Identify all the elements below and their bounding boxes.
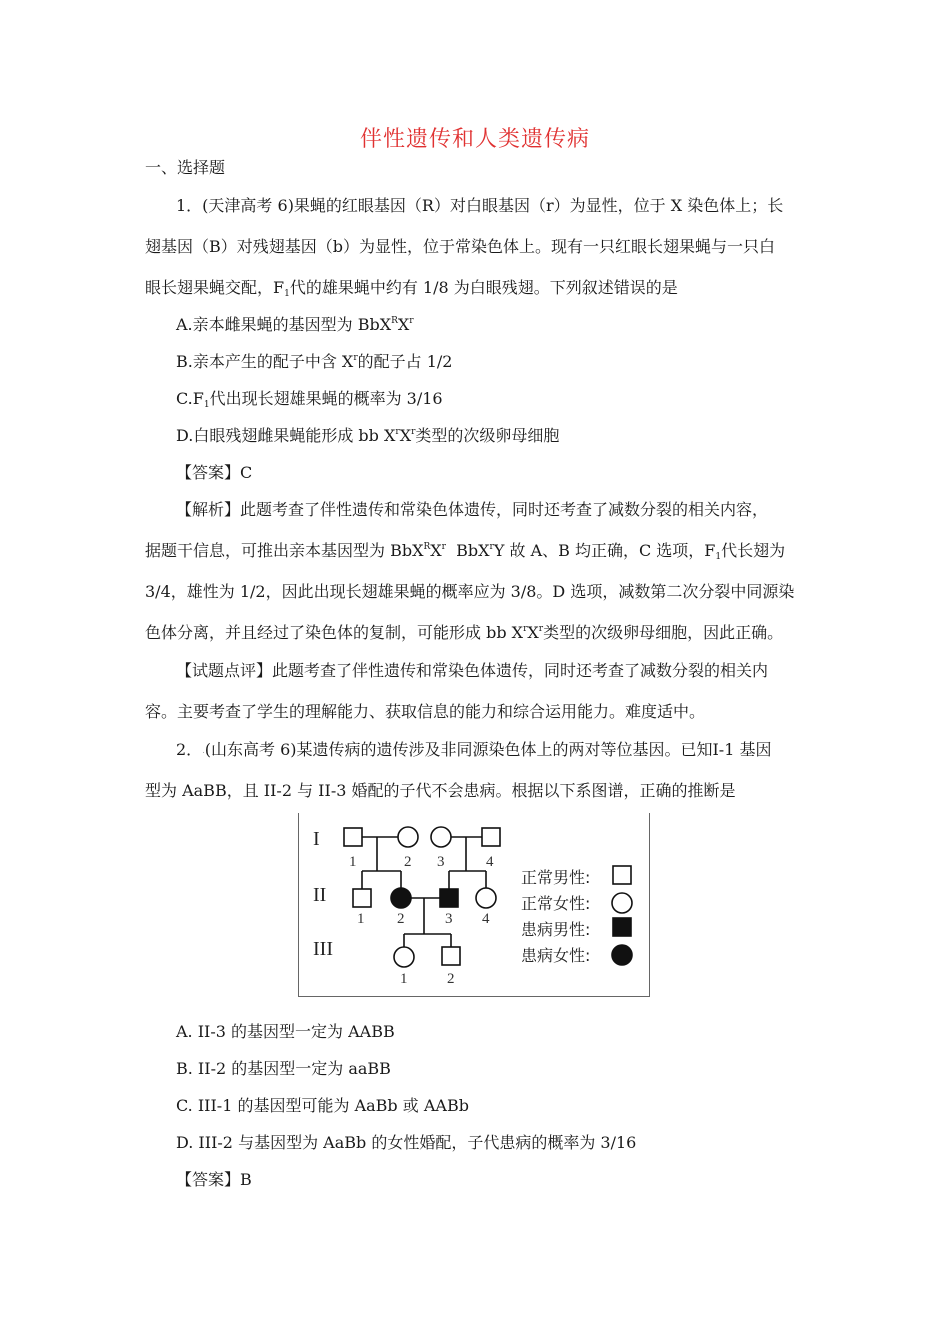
q2-option-c: C. III-1 的基因型可能为 AaBb 或 AABb <box>176 1096 469 1115</box>
q2-option-d: D. III-2 与基因型为 AaBb 的女性婚配，子代患病的概率为 3/16 <box>176 1133 637 1152</box>
legend-normal-female-label: 正常女性: <box>521 894 591 913</box>
q1-comment-2: 容。主要考查了学生的理解能力、获取信息的能力和综合运用能力。难度适中。 <box>145 702 706 721</box>
ped-II-4-normal-female <box>476 888 496 908</box>
ped-I-2-normal-female <box>398 827 418 847</box>
pedigree-figure <box>298 813 650 997</box>
gen-label-iii: III <box>313 938 333 960</box>
q2-option-a: A. II-3 的基因型一定为 AABB <box>176 1022 395 1041</box>
q1-explanation-3: 3/4，雄性为 1/2，因此出现长翅雄果蝇的概率应为 3/8。D 选项，减数第二次分裂中同源染 <box>145 582 795 601</box>
section-heading: 一、选择题 <box>145 158 226 177</box>
ped-I-1-normal-male <box>344 828 362 846</box>
ped-I-3-normal-female <box>431 827 451 847</box>
q1-line-3: 眼长翅果蝇交配，$F_1$代的雄果蝇中约有 1/8 为白眼残翅。下列叙述错误的是 <box>145 278 678 299</box>
ped-I-4-normal-male <box>482 828 500 846</box>
q1-option-b: B.亲本产生的配子中含 $X^r$的配子占 1/2 <box>176 352 453 371</box>
ped-num-I-1: 1 <box>349 854 357 870</box>
ped-num-II-2: 2 <box>397 911 405 927</box>
ped-num-II-3: 3 <box>445 911 453 927</box>
legend-normal-female-icon <box>612 893 632 913</box>
ped-III-1-normal-female <box>394 947 414 967</box>
gen-label-i: I <box>313 828 320 850</box>
ped-III-2-normal-male <box>442 947 460 965</box>
legend-normal-male-label: 正常男性: <box>521 868 591 887</box>
ped-II-1-normal-male <box>353 889 371 907</box>
q2-answer: 【答案】B <box>176 1170 252 1189</box>
q1-comment-1: 【试题点评】此题考查了伴性遗传和常染色体遗传，同时还考查了减数分裂的相关内 <box>176 661 769 680</box>
page-title: 伴性遗传和人类遗传病 <box>359 127 590 152</box>
ped-num-I-2: 2 <box>404 854 412 870</box>
q1-explanation-1: 【解析】此题考查了伴性遗传和常染色体遗传，同时还考查了减数分裂的相关内容， <box>176 500 769 519</box>
q1-line-2: 翅基因（B）对残翅基因（b）为显性，位于常染色体上。现有一只红眼长翅果蝇与一只白 <box>145 237 776 256</box>
legend-affected-female-label: 患病女性: <box>521 946 591 965</box>
q1-option-d: D.白眼残翅雌果蝇能形成 bb $X^rX^r$类型的次级卵母细胞 <box>176 426 560 445</box>
legend-affected-male-label: 患病男性: <box>521 920 591 939</box>
ped-num-II-4: 4 <box>482 911 490 927</box>
q1-explanation-2: 据题干信息，可推出亲本基因型为 $BbX^RX^r$ BbX$^r$Y 故 A、B 均正确，C 选项，$F_1$代长翅为 <box>145 541 786 562</box>
q1-explanation-4: 色体分离，并且经过了染色体的复制，可能形成 bb $X^rX^r$类型的次级卵母细胞，因此正确。 <box>145 623 784 642</box>
legend-normal-male-icon <box>613 866 631 884</box>
q1-option-c: $C.F_1$代出现长翅雄果蝇的概率为 3/16 <box>176 389 443 410</box>
ped-num-I-4: 4 <box>486 854 494 870</box>
legend-affected-male-icon <box>613 918 631 936</box>
q2-line-1: 2．.(山东高考 6)某遗传病的遗传涉及非同源染色体上的两对等位基因。已知Ⅰ-1 基因 <box>176 740 772 759</box>
ped-num-III-1: 1 <box>400 971 408 987</box>
ped-II-2-affected-female <box>391 888 411 908</box>
q2-line-2: 型为 AaBB，且 II-2 与 II-3 婚配的子代不会患病。根据以下系图谱，正确的推断是 <box>145 781 736 800</box>
legend-affected-female-icon <box>612 945 632 965</box>
q1-line-1: 1．(天津高考 6)果蝇的红眼基因（R）对白眼基因（r）为显性，位于 X 染色体上；长 <box>176 196 784 215</box>
ped-II-3-affected-male <box>440 889 458 907</box>
ped-num-II-1: 1 <box>357 911 365 927</box>
q1-option-a: A.亲本雌果蝇的基因型为 $BbX^RX^r$ <box>176 315 414 334</box>
gen-label-ii: II <box>313 884 327 906</box>
q1-answer: 【答案】C <box>176 463 253 482</box>
ped-num-I-3: 3 <box>437 854 445 870</box>
q2-option-b: B. II-2 的基因型一定为 aaBB <box>176 1059 391 1078</box>
ped-num-III-2: 2 <box>447 971 455 987</box>
